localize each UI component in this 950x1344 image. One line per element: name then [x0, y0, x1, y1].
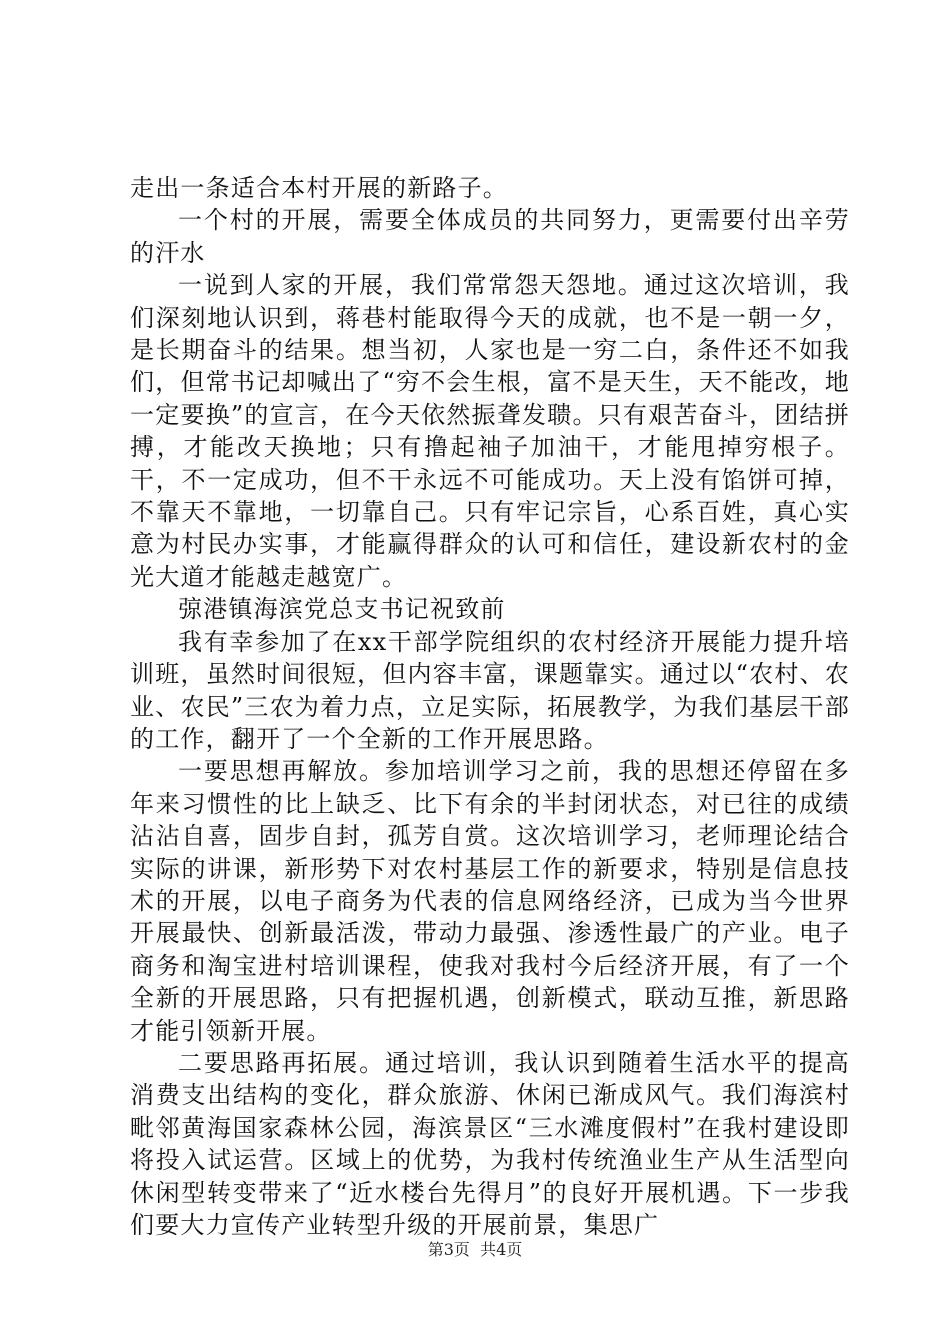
document-body [130, 172, 850, 1241]
paragraph-5: 我有幸参加了在xx干部学院组织的农村经济开展能力提升培训班，虽然时间很短，但内容丰富，课题靠实。通过以“农村、农业、农民”三农为着力点，立足实际，拓展教学，为我们基层干部的工作，翻开了一个全新的工作开展思路。 [130, 627, 850, 753]
paragraph-3: 一说到人家的开展，我们常常怨天怨地。通过这次培训，我们深刻地认识到，蒋巷村能取得今天的成就，也不是一朝一夕，是长期奋斗的结果。想当初，人家也是一穷二白，条件还不如我们，但常书记却喊出了“穷不会生根，富不是天生，天不能改，地一定要换”的宣言，在今天依然振聋发聩。只有艰苦奋斗，团结拼搏，才能改天换地；只有撸起袖子加油干，才能甩掉穷根子。干，不一定成功，但不干永远不可能成功。天上没有馅饼可掉，不靠天不靠地，一切靠自己。只有牢记宗旨，心系百姓，真心实意为村民办实事，才能赢得群众的认可和信任，建设新农村的金光大道才能越走越宽广。 [130, 271, 850, 591]
page-footer [0, 1240, 950, 1260]
paragraph-1: 走出一条适合本村开展的新路子。 [130, 174, 508, 202]
paragraph-6: 一要思想再解放。参加培训学习之前，我的思想还停留在多年来习惯性的比上缺乏、比下有余的半封闭状态，对已往的成绩沾沾自喜，固步自封，孤芳自赏。这次培训学习，老师理论结合实际的讲课，新形势下对农村基层工作的新要求，特别是信息技术的开展，以电子商务为代表的信息网络经济，已成为当今世界开展最快、创新最活泼，带动力最强、渗透性最广的产业。电子商务和淘宝进村培训课程，使我对我村今后经济开展，有了一个全新的开展思路，只有把握机遇，创新模式，联动互推，新思路才能引领新开展。 [130, 757, 850, 1045]
paragraph-author-line: 弶港镇海滨党总支书记祝致前 [178, 595, 506, 624]
page-number: 第3页 共4页 [427, 1240, 523, 1259]
paragraph-7: 二要思路再拓展。通过培训，我认识到随着生活水平的提高消费支出结构的变化，群众旅游、休闲已渐成风气。我们海滨村毗邻黄海国家森林公园，海滨景区“三水滩度假村”在我村建设即将投入试运营。区域上的优势，为我村传统渔业生产从生活型向休闲型转变带来了“近水楼台先得月”的良好开展机遇。下一步我们要大力宣传产业转型升级的开展前景，集思广 [130, 1048, 850, 1239]
paragraph-2: 一个村的开展，需要全体成员的共同努力，更需要付出辛劳的汗水 [130, 206, 850, 267]
